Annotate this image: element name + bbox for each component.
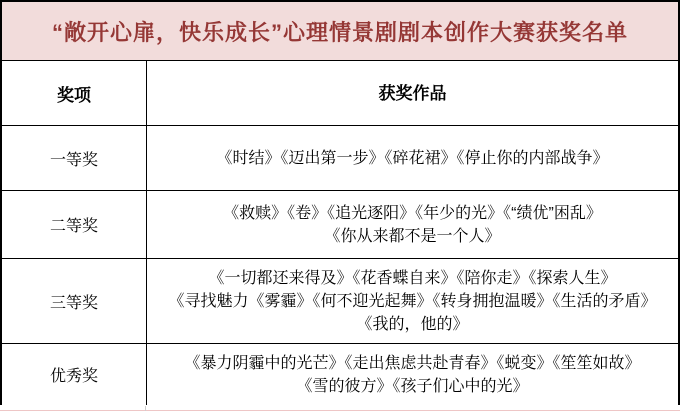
works-cell <box>147 344 678 405</box>
table-header-row <box>2 60 678 125</box>
work-line: 《我的，他的》 <box>356 315 469 333</box>
work-line: 《你从来都不是一个人》 <box>324 227 501 245</box>
column-header-award: 奖项 <box>2 61 147 125</box>
award-cell: 优秀奖 <box>2 344 147 405</box>
work-line: 《一切都还来得及》《花香蝶自来》《陪你走》《探索人生》 <box>208 269 617 287</box>
column-divider-stub <box>145 406 146 411</box>
award-cell: 三等奖 <box>2 259 147 343</box>
table-body <box>2 125 678 405</box>
work-line: 《救赎》《卷》《追光逐阳》《年少的光》《“绩优”困乱》 <box>223 204 602 222</box>
works-cell <box>147 126 678 190</box>
table-row <box>2 125 678 190</box>
table-row <box>2 258 678 343</box>
work-line: 《暴力阴霾中的光芒》《走出焦虑共赴青春》《蜕变》《笙笙如故》 <box>184 354 641 372</box>
work-line: 《雪的彼方》《孩子们心中的光》 <box>296 377 529 395</box>
work-line: 《时结》《迈出第一步》《碎花裙》《停止你的内部战争》 <box>216 149 609 167</box>
award-cell: 一等奖 <box>2 126 147 190</box>
table-row <box>2 190 678 258</box>
column-header-works: 获奖作品 <box>378 83 447 103</box>
works-cell <box>147 259 678 343</box>
award-cell: 二等奖 <box>2 191 147 258</box>
sheet-bottom-strip <box>0 405 680 411</box>
page-title: “敞开心扉，快乐成长”心理情景剧剧本创作大赛获奖名单 <box>2 2 678 60</box>
works-cell <box>147 191 678 258</box>
table-row <box>2 343 678 405</box>
work-line: 《寻找魅力《雾霾》《何不迎光起舞》《转身拥抱温暖》《生活的矛盾》 <box>168 292 657 310</box>
